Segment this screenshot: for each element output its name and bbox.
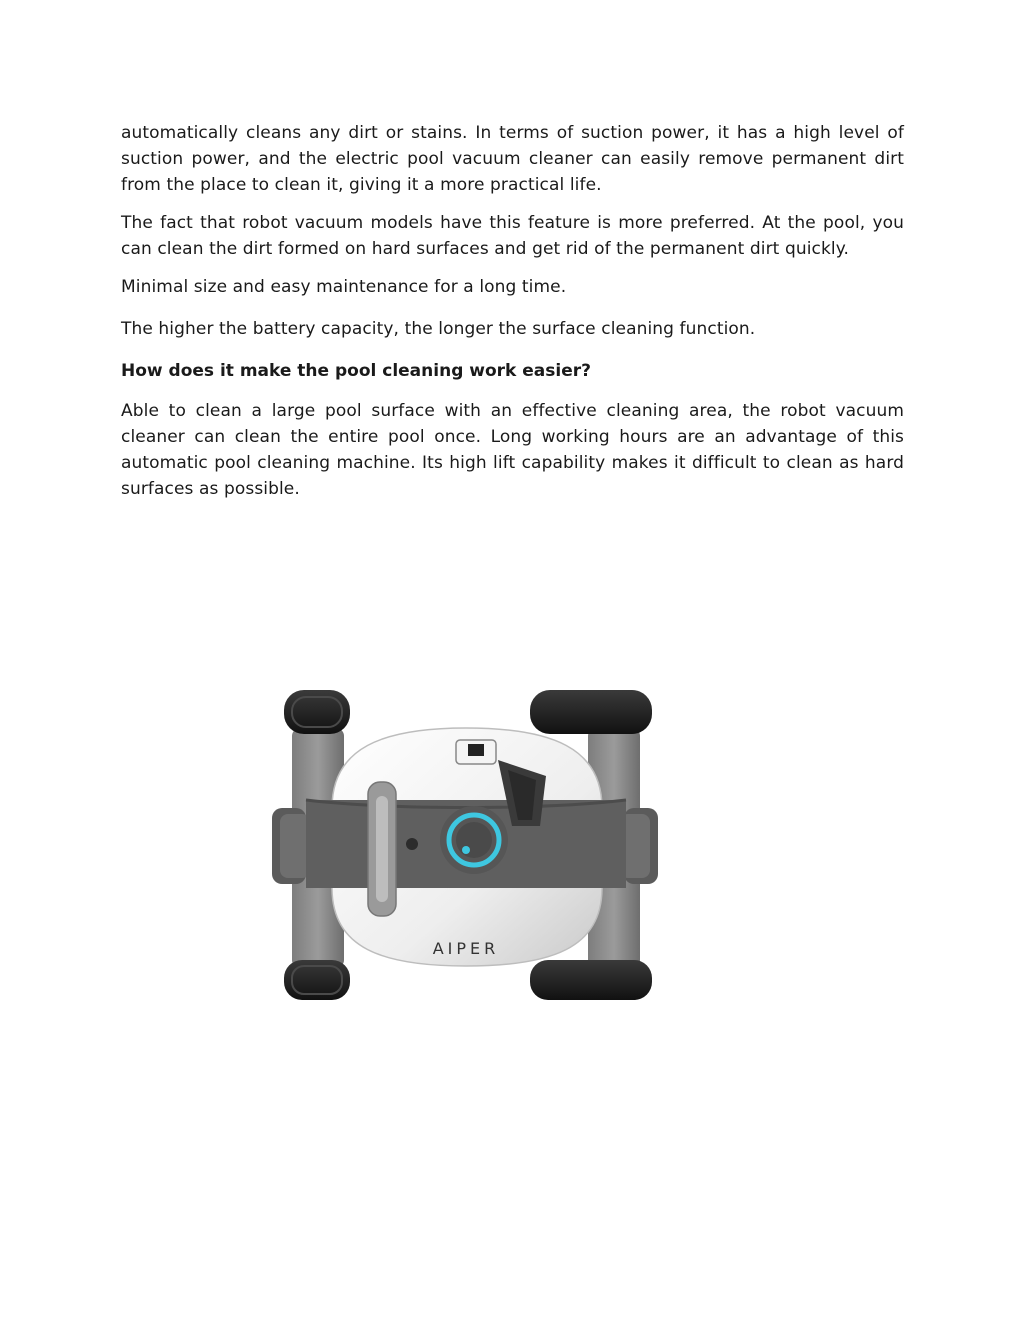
wheel	[284, 960, 350, 1000]
paragraph-suction-power: automatically cleans any dirt or stains. In terms of suction power, it has a high level of suction power, and the electric pool vacuum cleaner can easily remove permanent dirt from the place to clean it, giving it a more practical life.	[121, 123, 904, 195]
brand-logo: AIPER	[432, 939, 500, 958]
section-heading: How does it make the pool cleaning work easier?	[121, 361, 591, 381]
paragraph-battery-capacity: The higher the battery capacity, the longer the surface cleaning function.	[121, 319, 756, 339]
indicator-light	[406, 838, 418, 850]
paragraph-pool-cleaning: Able to clean a large pool surface with an effective cleaning area, the robot vacuum cleaner can clean the entire pool once. Long working hours are an advantage of this automatic pool cleaning machine. Its high lift capability makes it difficult to clean as hard surfaces as possible.	[121, 401, 904, 499]
power-button-icon	[462, 846, 470, 854]
robot-pool-cleaner-image	[272, 688, 660, 1002]
wheel	[530, 960, 652, 1000]
paragraph-minimal-size: Minimal size and easy maintenance for a long time.	[121, 277, 567, 297]
wheel	[284, 690, 350, 734]
paragraph-robot-models: The fact that robot vacuum models have this feature is more preferred. At the pool, you can clean the dirt formed on hard surfaces and get rid of the permanent dirt quickly.	[121, 213, 904, 259]
wheel	[530, 690, 652, 734]
article-body	[121, 120, 904, 514]
